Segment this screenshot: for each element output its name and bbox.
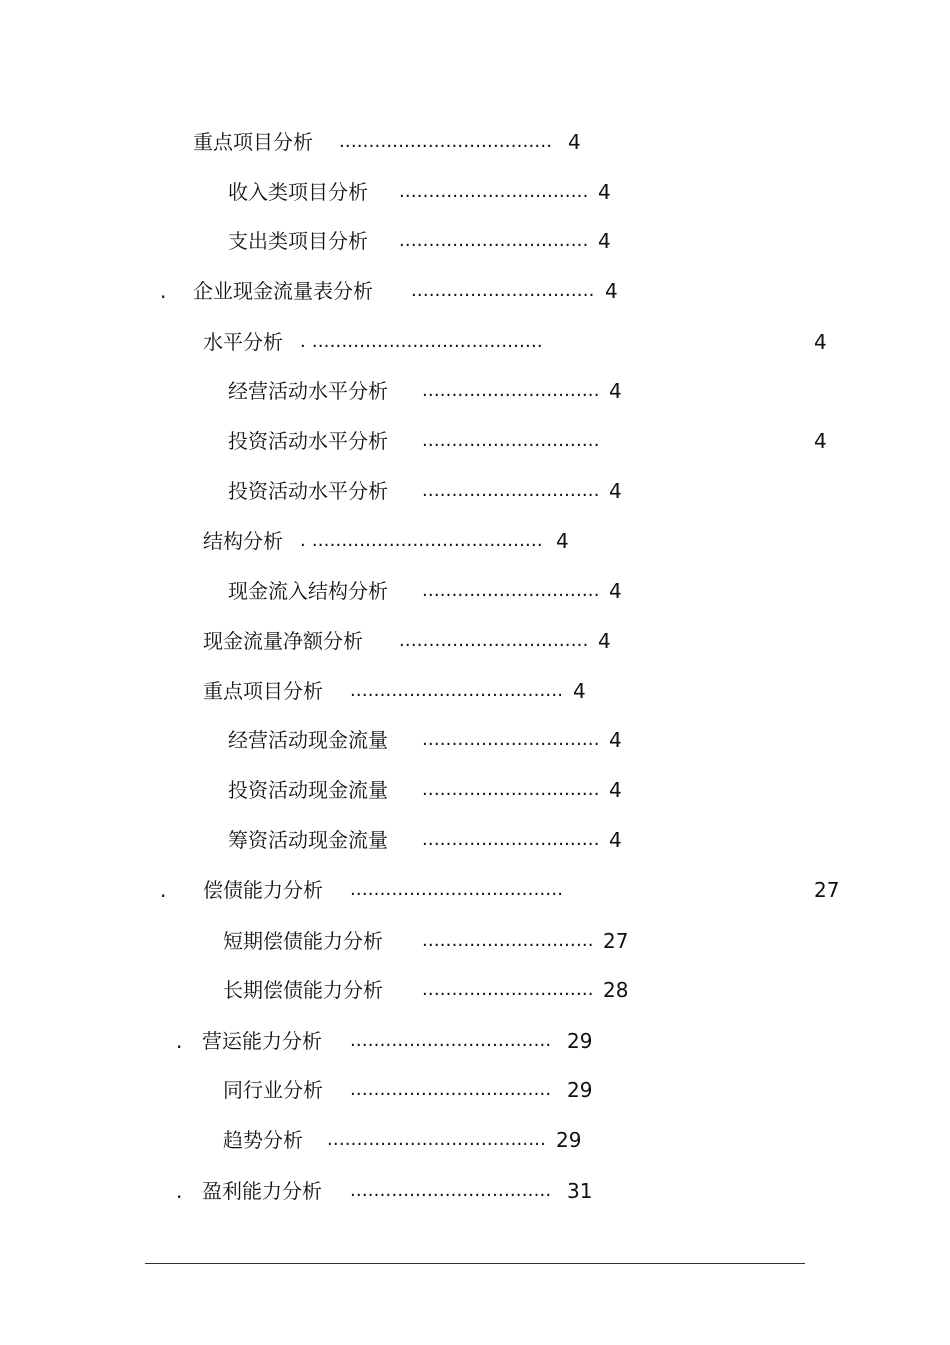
toc-entry-marker: . [176,1029,183,1053]
toc-entry-page: 4 [609,379,622,403]
toc-entry-marker: . [160,878,167,902]
toc-entry-page: 4 [605,279,618,303]
toc-entry-leader: .................................. [350,1180,552,1201]
toc-entry-title: 支出类项目分析 [228,229,368,253]
toc-entry-title: 结构分析 [203,529,283,553]
toc-entry-title: 短期偿债能力分析 [223,929,383,953]
toc-entry-title: 长期偿债能力分析 [223,978,383,1002]
toc-entry[interactable] [0,327,950,357]
toc-entry-title: 偿债能力分析 [203,878,323,902]
toc-entry-title: 趋势分析 [223,1128,303,1152]
toc-entry-page: 4 [598,229,611,253]
toc-entry-page: 29 [567,1078,593,1102]
toc-entry-page: 29 [556,1128,582,1152]
toc-entry-title: 投资活动现金流量 [228,778,388,802]
toc-entry[interactable] [0,926,950,956]
toc-entry-leader: ................................ [399,630,589,651]
toc-entry-page: 4 [814,429,827,453]
toc-entry-leader: .................................. [350,1079,552,1100]
toc-entry-leader: .............................. [422,480,600,501]
toc-entry[interactable] [0,725,950,755]
toc-entry-leader: ..................................... [327,1129,547,1150]
toc-entry-leader: . ....................................... [300,331,543,352]
toc-entry-page: 27 [814,878,840,902]
toc-entry-leader: .................................. [350,1030,552,1051]
toc-entry[interactable] [0,476,950,506]
toc-entry[interactable] [0,526,950,556]
toc-entry-page: 4 [814,330,827,354]
toc-entry[interactable] [0,775,950,805]
toc-entry[interactable] [0,226,950,256]
toc-entry-title: 收入类项目分析 [228,180,368,204]
toc-entry-leader: .............................. [422,779,600,800]
toc-entry-page: 4 [609,579,622,603]
toc-entry-leader: .............................. [422,729,600,750]
toc-entry-title: 投资活动水平分析 [228,479,388,503]
toc-entry[interactable] [0,1125,950,1155]
toc-entry-page: 4 [609,778,622,802]
toc-entry-marker: . [160,279,167,303]
toc-entry[interactable] [0,975,950,1005]
toc-entry-page: 28 [603,978,629,1002]
toc-entry-page: 31 [567,1179,593,1203]
toc-entry-leader: ............................... [411,280,595,301]
toc-entry[interactable] [0,376,950,406]
toc-entry-page: 4 [598,629,611,653]
toc-entry-leader: .................................... [339,131,553,152]
toc-entry-leader: ............................. [422,930,594,951]
toc-entry-leader: .................................... [350,879,564,900]
toc-entry-page: 29 [567,1029,593,1053]
toc-entry-leader: .............................. [422,430,600,451]
toc-entry[interactable] [0,676,950,706]
toc-entry-title: 现金流入结构分析 [228,579,388,603]
toc-entry-leader: ................................ [399,230,589,251]
toc-entry-marker: . [176,1179,183,1203]
toc-entry-title: 重点项目分析 [193,130,313,154]
toc-entry-title: 经营活动水平分析 [228,379,388,403]
toc-entry-leader: .............................. [422,829,600,850]
toc-entry[interactable] [0,825,950,855]
toc-entry-page: 4 [609,828,622,852]
toc-entry-page: 4 [573,679,586,703]
footer-rule [145,1263,805,1264]
toc-entry[interactable] [0,177,950,207]
toc-entry[interactable] [0,1026,950,1056]
toc-entry-page: 4 [556,529,569,553]
toc-entry-leader: .............................. [422,580,600,601]
toc-entry-page: 4 [609,479,622,503]
toc-entry-title: 现金流量净额分析 [203,629,363,653]
toc-entry[interactable] [0,276,950,306]
toc-entry[interactable] [0,576,950,606]
toc-entry-title: 经营活动现金流量 [228,728,388,752]
toc-entry-page: 4 [609,728,622,752]
toc-entry[interactable] [0,426,950,456]
toc-entry-title: 筹资活动现金流量 [228,828,388,852]
toc-entry-leader: .................................... [350,680,564,701]
toc-entry-leader: ................................ [399,181,589,202]
toc-entry-page: 4 [598,180,611,204]
toc-entry[interactable] [0,127,950,157]
toc-entry[interactable] [0,1075,950,1105]
toc-entry-title: 投资活动水平分析 [228,429,388,453]
toc-entry-leader: .............................. [422,380,600,401]
toc-entry-title: 企业现金流量表分析 [193,279,373,303]
toc-entry[interactable] [0,1176,950,1206]
toc-entry-title: 盈利能力分析 [202,1179,322,1203]
toc-entry-leader: ............................. [422,979,594,1000]
toc-entry-page: 4 [568,130,581,154]
toc-entry-title: 营运能力分析 [202,1029,322,1053]
toc-entry-title: 重点项目分析 [203,679,323,703]
toc-entry-page: 27 [603,929,629,953]
toc-entry-leader: . ....................................... [300,530,543,551]
toc-entry-title: 水平分析 [203,330,283,354]
toc-entry[interactable] [0,875,950,905]
toc-entry[interactable] [0,626,950,656]
toc-entry-title: 同行业分析 [223,1078,323,1102]
